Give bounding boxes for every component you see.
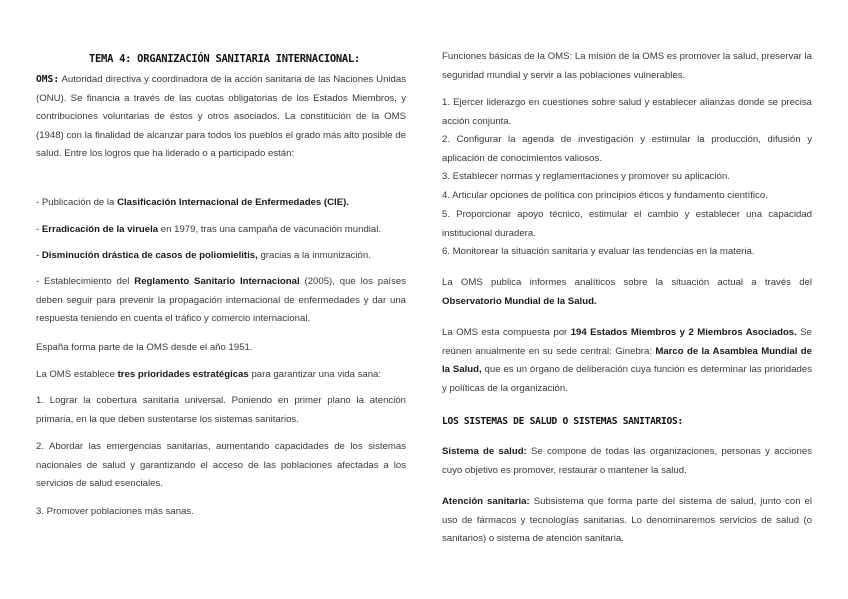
achievement-item: - Erradicación de la viruela en 1979, tras una campaña de vacunación mundial. [36,224,382,235]
achievement-item: - Establecimiento del Reglamento Sanitario Internacional (2005), que los países deben seguir para prevenir la propagación internacional de enfermedades y dar una respuesta teniendo en cuenta el tráfico y comercio internacional. [36,276,406,325]
achievement-item: - Publicación de la Clasificación Internacional de Enfermedades (CIE). [36,197,349,208]
spain-paragraph: España forma parte de la OMS desde el año 1951. [36,342,253,353]
oms-text: Autoridad directiva y coordinadora de la acción sanitaria de las Naciones Unidas (ONU). Se financia a través de las cuotas obligatorias de los Estados Miembros, y contribuciones voluntarias de éstos y otros asociados. La constitución de la OMS (1948) con la finalidad de alcanzar para todos los pueblos el grado más alto posible de salud. Entre los logros que ha liderado o a participado están: [36,74,407,160]
function-item: 4. Articular opciones de política con principios éticos y fundamento científico. [442,190,768,201]
function-item: 6. Monitorear la situación sanitaria y evaluar las tendencias en la materia. [442,246,755,257]
functions-intro: Funciones básicas de la OMS: La misión de la OMS es promover la salud, preservar la seguridad mundial y servir a las poblaciones vulnerables. [442,51,812,81]
function-item: 3. Establecer normas y reglamentaciones y promover su aplicación. [442,171,730,182]
priority-item: 3. Promover poblaciones más sanas. [36,506,194,517]
page-title: TEMA 4: ORGANIZACIÓN SANITARIA INTERNACIONAL: [89,53,360,65]
oms-label: OMS: [36,74,60,85]
priority-item: 2. Abordar las emergencias sanitarias, aumentando capacidades de los sistemas nacionales de salud y garantizando el acceso de las poblaciones afectadas a los servicios de salud esenciales. [36,441,406,490]
function-item: 2. Configurar la agenda de investigación y estimular la producción, difusión y aplicación de conocimientos valiosos. [442,134,812,164]
section-heading: LOS SISTEMAS DE SALUD O SISTEMAS SANITARIOS: [442,416,683,427]
reports-paragraph: La OMS publica informes analíticos sobre la situación actual a través del Observatorio Mundial de la Salud. [442,277,812,307]
achievement-item: - Disminución drástica de casos de poliomielitis, gracias a la inmunización. [36,250,371,261]
health-care-paragraph: Atención sanitaria: Subsistema que forma parte del sistema de salud, junto con el uso de fármacos y tecnologías sanitarias. Lo denominaremos servicios de salud (o sanitarios) o sistema de atención sanitaria. [442,496,812,545]
priorities-intro: La OMS establece tres prioridades estratégicas para garantizar una vida sana: [36,369,382,380]
members-paragraph: La OMS esta compuesta por 194 Estados Miembros y 2 Miembros Asociados. Se reúnen anualmente en su sede central: Ginebra: Marco de la Asamblea Mundial de la Salud, que es un órgano de deliberación cuya función es determinar las prioridades y políticas de la organización. [442,327,812,394]
priority-item: 1. Lograr la cobertura sanitaria universal. Poniendo en primer plano la atención primaria, en la que deben sustentarse los sistemas sanitarios. [36,395,406,425]
health-system-paragraph: Sistema de salud: Se compone de todas las organizaciones, personas y acciones cuyo objetivo es promover, restaurar o mantener la salud. [442,446,813,476]
oms-paragraph [36,71,406,164]
function-item: 5. Proporcionar apoyo técnico, estimular el cambio y establecer una capacidad institucional duradera. [442,209,812,239]
function-item: 1. Ejercer liderazgo en cuestiones sobre salud y establecer alianzas donde se precisa acción conjunta. [442,97,812,127]
